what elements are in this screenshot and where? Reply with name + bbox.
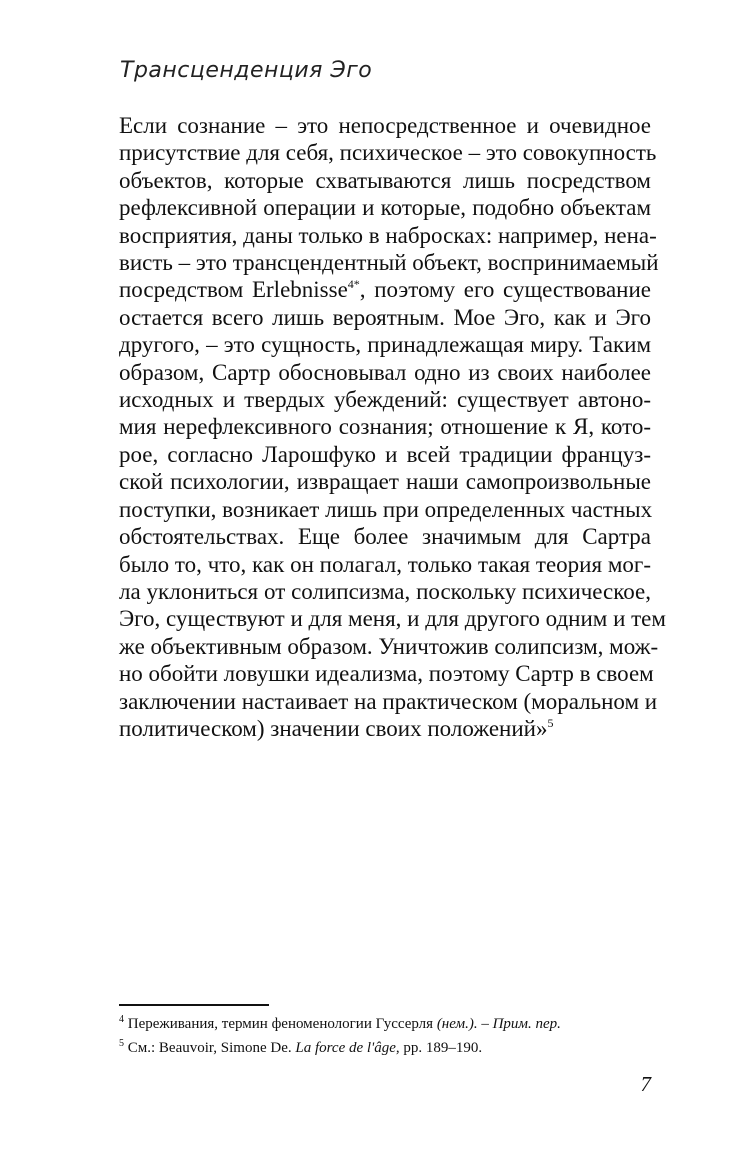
footnotes bbox=[119, 1012, 659, 1060]
text-line: образом, Сартр обосновывал одно из своих наиболее bbox=[119, 359, 651, 385]
text-line: мия нерефлексивного сознания; отношение к Я, кото- bbox=[119, 414, 651, 440]
text-line: другого, – это сущность, принадлежащая миру. Таким bbox=[119, 332, 651, 358]
text-line: же объективным образом. Уничтожив солипсизм, мож- bbox=[119, 633, 659, 659]
footnote-5 bbox=[119, 1036, 659, 1060]
footnote-ref-4[interactable]: 4* bbox=[347, 277, 360, 292]
main-paragraph bbox=[119, 112, 666, 742]
text-line: исходных и твердых убеждений: существует автоно- bbox=[119, 387, 651, 413]
footnote-ref-5[interactable]: 5 bbox=[547, 715, 554, 730]
text-line: рефлексивной операции и которые, подобно объектам bbox=[119, 195, 651, 221]
text-line: остается всего лишь вероятным. Мое Эго, как и Эго bbox=[119, 304, 651, 330]
footnote-text: См.: Beauvoir, Simone De. bbox=[124, 1040, 296, 1056]
text-line: заключении настаивает на практическом (моральном и bbox=[119, 688, 658, 714]
text-line: восприятия, даны только в набросках: например, нена- bbox=[119, 222, 657, 248]
text-line: было то, что, как он полагал, только такая теория мог- bbox=[119, 551, 651, 577]
footnote-4 bbox=[119, 1012, 659, 1036]
text-line-with-footnote-ref bbox=[119, 276, 651, 303]
text-line: висть – это трансцендентный объект, воспринимаемый bbox=[119, 250, 659, 276]
footnote-text: , pp. 189–190. bbox=[395, 1040, 483, 1056]
text-line: присутствие для себя, психическое – это совокупность bbox=[119, 140, 657, 166]
text-line: Если сознание – это непосредственное и очевидное bbox=[119, 113, 651, 138]
text-line: поступки, возникает лишь при определенных частных bbox=[119, 496, 653, 522]
text-line: Эго, существуют и для меня, и для другого одним и тем bbox=[119, 606, 666, 632]
text-segment: посредством Erlebnisse bbox=[119, 277, 348, 303]
footnote-number: 5 bbox=[119, 1038, 124, 1049]
text-line: но обойти ловушки идеализма, поэтому Сартр в своем bbox=[119, 661, 654, 687]
footnote-text: Переживания, термин феноменологии Гуссерля bbox=[124, 1016, 437, 1032]
text-line: объектов, которые схватываются лишь посредством bbox=[119, 167, 651, 193]
text-line-with-footnote-ref bbox=[119, 715, 651, 742]
text-line: ской психологии, извращает наши самопроизвольные bbox=[119, 469, 651, 495]
text-line: ла уклониться от солипсизма, поскольку психическое, bbox=[119, 578, 651, 604]
text-line: обстоятельствах. Еще более значимым для Сартра bbox=[119, 524, 651, 550]
text-segment: политическом) значении своих положений» bbox=[119, 715, 548, 741]
footnote-italic: La force de l'âge bbox=[295, 1040, 396, 1056]
page-number: 7 bbox=[640, 1072, 651, 1096]
footnote-italic: (нем.). – Прим. пер. bbox=[436, 1016, 561, 1032]
running-head: Трансценденция Эго bbox=[120, 58, 373, 83]
footnote-number: 4 bbox=[119, 1014, 124, 1025]
text-line: рое, согласно Ларошфуко и всей традиции француз- bbox=[119, 441, 651, 467]
footnote-divider bbox=[119, 1004, 269, 1006]
text-segment: , поэтому его существование bbox=[359, 277, 651, 303]
